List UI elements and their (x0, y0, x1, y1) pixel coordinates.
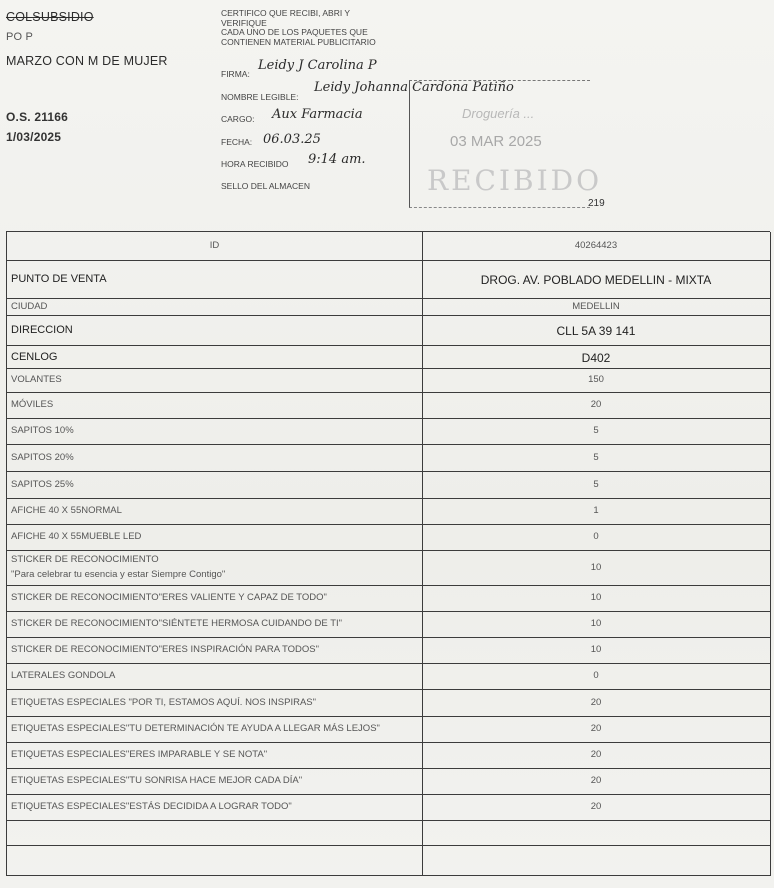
cert-line: CERTIFICO QUE RECIBI, ABRI Y (221, 8, 351, 18)
row-label: SAPITOS 20% (11, 451, 74, 463)
table-row (6, 585, 770, 612)
nombre-value: Leidy Johanna Cardona Patiño (314, 80, 514, 95)
row-label: STICKER DE RECONOCIMIENTO"ERES INSPIRACIÓN PARA TODOS" (11, 644, 319, 655)
row-value: DROG. AV. POBLADO MEDELLIN - MIXTA (480, 273, 712, 287)
row-label: AFICHE 40 X 55NORMAL (11, 505, 122, 516)
row-label-cell (6, 346, 423, 369)
row-value: 20 (590, 801, 602, 812)
table-row (6, 524, 770, 551)
row-label-cell (6, 743, 423, 769)
row-label-cell (6, 472, 423, 499)
company-name: COLSUBSIDIO (6, 10, 94, 24)
row-label-cell (6, 499, 423, 525)
row-label: VOLANTES (11, 374, 62, 385)
table-row (6, 768, 770, 795)
table-row (6, 231, 770, 261)
cargo-label: CARGO: (221, 114, 255, 124)
table-row (6, 418, 770, 445)
row-label: LATERALES GONDOLA (11, 670, 116, 681)
table-row (6, 663, 770, 690)
row-label-cell (6, 846, 423, 876)
row-label: STICKER DE RECONOCIMIENTO (11, 554, 159, 565)
row-label: SAPITOS 10% (11, 425, 74, 436)
row-value-cell (422, 261, 771, 299)
row-value-cell (422, 419, 771, 445)
row-value-cell (422, 299, 771, 316)
row-value-cell (422, 690, 771, 717)
row-label: ETIQUETAS ESPECIALES"TU DETERMINACIÓN TE AYUDA A LLEGAR MÁS LEJOS" (11, 723, 380, 734)
sello-label: SELLO DEL ALMACEN (221, 181, 310, 191)
table-row (6, 845, 770, 876)
row-label: ETIQUETAS ESPECIALES"ESTÁS DECIDIDA A LOGRAR TODO" (11, 801, 292, 812)
row-label-cell (6, 717, 423, 743)
stamp-code: 219 (588, 198, 605, 209)
row-value-cell (422, 346, 771, 369)
row-label-cell (6, 393, 423, 419)
row-value: 5 (593, 451, 599, 463)
nombre-label: NOMBRE LEGIBLE: (221, 92, 299, 102)
row-value: 10 (590, 561, 602, 573)
row-label-cell (6, 261, 423, 299)
row-label-cell (6, 299, 423, 316)
certificate-text (221, 9, 421, 47)
row-value: 5 (593, 425, 599, 436)
row-label-cell (6, 795, 423, 821)
table-row (6, 392, 770, 419)
table-row (6, 260, 770, 299)
row-value-cell (422, 769, 771, 795)
row-label: PUNTO DE VENTA (11, 273, 107, 285)
row-value: 10 (590, 592, 602, 603)
order-date: 1/03/2025 (6, 130, 62, 144)
row-label: ETIQUETAS ESPECIALES"ERES IMPARABLE Y SE NOTA" (11, 749, 268, 760)
row-value: 5 (593, 478, 599, 490)
table-row (6, 368, 770, 393)
row-value-cell (422, 717, 771, 743)
row-value-cell (422, 664, 771, 690)
row-value-cell (422, 743, 771, 769)
row-label-cell (6, 316, 423, 346)
table-row (6, 550, 770, 586)
row-label: STICKER DE RECONOCIMIENTO"ERES VALIENTE Y CAPAZ DE TODO" (11, 592, 327, 603)
row-value-cell (422, 445, 771, 472)
row-value-cell (422, 821, 771, 846)
row-value: 20 (590, 723, 602, 734)
row-value: 1 (593, 505, 599, 516)
row-label-cell (6, 612, 423, 638)
row-value: MEDELLIN (572, 301, 620, 312)
firma-signature: Leidy J Carolina P (258, 58, 377, 73)
row-value: 10 (590, 644, 602, 655)
for-label: PO P (6, 31, 34, 43)
row-label: DIRECCION (11, 324, 73, 336)
fecha-label: FECHA: (221, 137, 253, 147)
row-value-cell (422, 525, 771, 551)
row-label-cell (6, 232, 423, 261)
row-label: MÓVILES (11, 399, 54, 410)
row-label-cell (6, 419, 423, 445)
table-row (6, 471, 770, 499)
table-row (6, 794, 770, 821)
row-label: ID (209, 239, 220, 251)
row-label-cell (6, 369, 423, 393)
cert-line: CADA UNO DE LOS PAQUETES QUE (221, 27, 368, 37)
row-value-cell (422, 846, 771, 876)
row-value: D402 (581, 350, 611, 365)
stamp-date: 03 MAR 2025 (450, 133, 542, 150)
row-label: CIUDAD (11, 301, 48, 312)
row-value: 20 (590, 399, 602, 410)
table-row (6, 820, 770, 846)
row-label: STICKER DE RECONOCIMIENTO"SIÉNTETE HERMOSA CUIDANDO DE TI" (11, 618, 343, 629)
row-label-line2: "Para celebrar tu esencia y estar Siempre Contigo" (11, 569, 226, 580)
row-value-cell (422, 795, 771, 821)
table-row (6, 498, 770, 525)
row-value-cell (422, 316, 771, 346)
table-bottom-border (6, 875, 770, 876)
stamp-received: RECIBIDO (427, 164, 603, 197)
row-label-cell (6, 586, 423, 612)
row-label-cell (6, 769, 423, 795)
row-label: CENLOG (11, 350, 58, 363)
table-row (6, 444, 770, 472)
row-value-cell (422, 472, 771, 499)
row-label-cell (6, 664, 423, 690)
fecha-value: 06.03.25 (263, 132, 321, 147)
table-row (6, 345, 770, 369)
row-label-cell (6, 551, 423, 586)
row-value-cell (422, 638, 771, 664)
row-label: SAPITOS 25% (11, 478, 74, 490)
row-value-cell (422, 586, 771, 612)
cert-line: VERIFIQUE (221, 17, 267, 28)
table-row (6, 689, 770, 717)
row-value: 20 (590, 749, 602, 760)
table-row (6, 298, 770, 316)
row-value-cell (422, 232, 771, 261)
row-label-cell (6, 690, 423, 717)
row-value: CLL 5A 39 141 (556, 324, 636, 338)
row-value-cell (422, 393, 771, 419)
row-label: ETIQUETAS ESPECIALES "POR TI, ESTAMOS AQUÍ. NOS INSPIRAS" (11, 696, 317, 708)
table-row (6, 742, 770, 769)
firma-label: FIRMA: (221, 69, 250, 79)
order-number: O.S. 21166 (6, 110, 69, 124)
cert-line: CONTIENEN MATERIAL PUBLICITARIO (221, 36, 376, 47)
row-value: 20 (590, 696, 602, 708)
table-row (6, 315, 770, 346)
row-value: 0 (593, 531, 599, 542)
table-row (6, 637, 770, 664)
hora-label: HORA RECIBIDO (221, 159, 289, 169)
table-row (6, 611, 770, 638)
row-value: 150 (588, 374, 604, 385)
row-value: 40264423 (574, 239, 618, 251)
row-label: AFICHE 40 X 55MUEBLE LED (11, 531, 142, 542)
row-label-cell (6, 525, 423, 551)
hora-value: 9:14 am. (308, 152, 366, 167)
row-value: 10 (590, 618, 602, 629)
row-label-cell (6, 638, 423, 664)
row-value-cell (422, 551, 771, 586)
row-label-cell (6, 821, 423, 846)
stamp-store-name: Droguería ... (462, 106, 535, 121)
row-label: ETIQUETAS ESPECIALES"TU SONRISA HACE MEJOR CADA DÍA" (11, 775, 303, 786)
row-value: 0 (593, 670, 599, 681)
cargo-value: Aux Farmacia (272, 107, 363, 122)
row-label-cell (6, 445, 423, 472)
row-value: 20 (590, 775, 602, 786)
row-value-cell (422, 369, 771, 393)
row-value-cell (422, 612, 771, 638)
row-value-cell (422, 499, 771, 525)
campaign-title: MARZO CON M DE MUJER (6, 54, 168, 68)
table-row (6, 716, 770, 743)
